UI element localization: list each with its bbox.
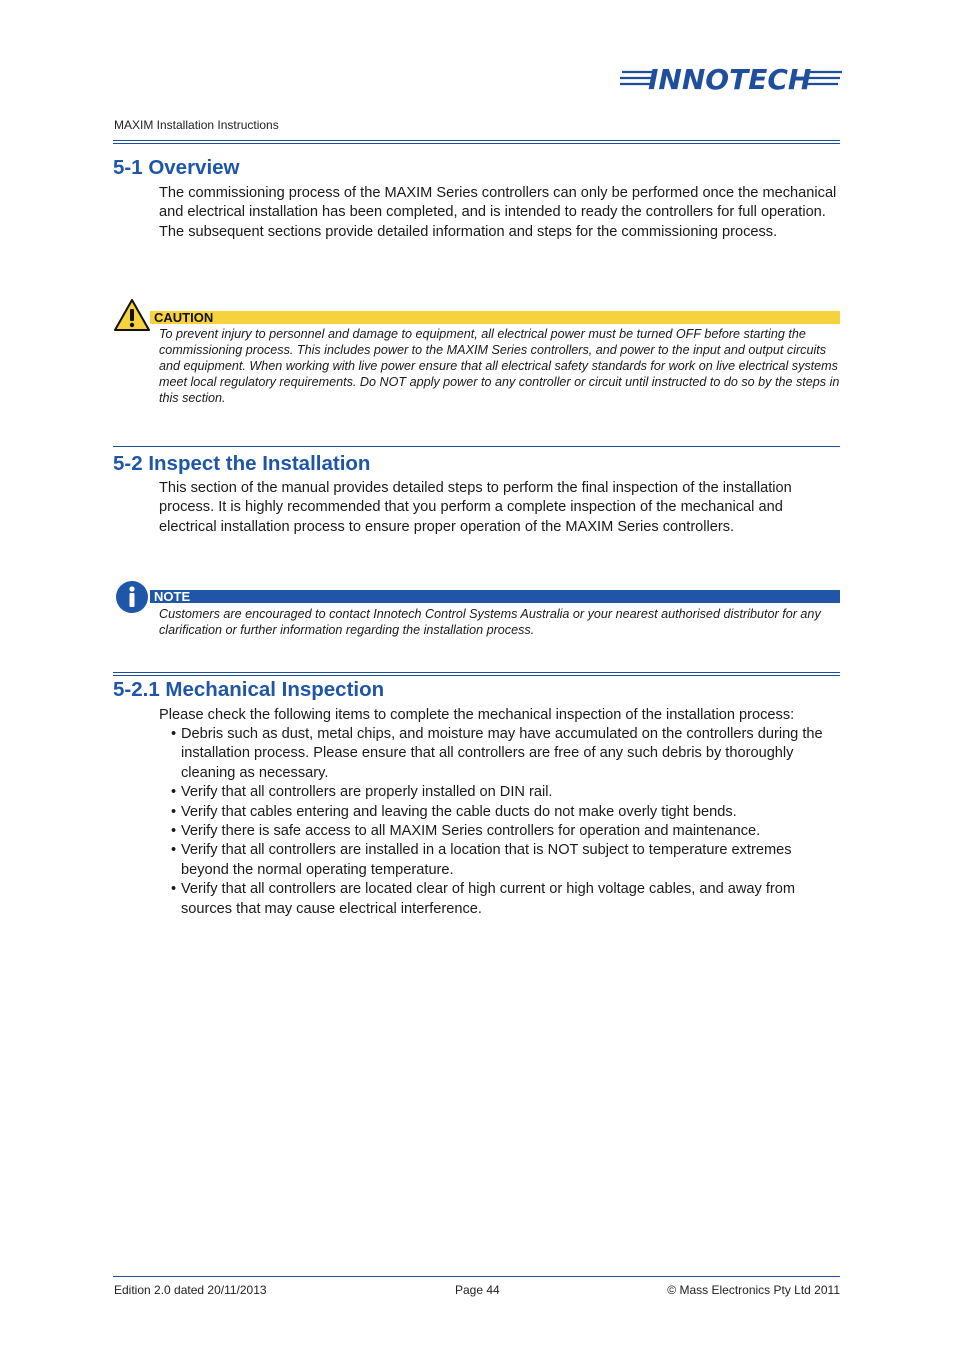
svg-text:INNOTECH: INNOTECH — [648, 63, 812, 96]
info-icon — [115, 580, 149, 614]
section-heading-overview: 5-1 Overview — [113, 156, 240, 179]
list-item: • Verify that all controllers are installed in a location that is NOT subject to temperature extremes beyond the normal operating temperature. — [159, 841, 839, 880]
footer-page-number: Page 44 — [455, 1283, 500, 1297]
warning-icon — [113, 298, 151, 332]
note-label: NOTE — [154, 589, 191, 604]
section-rule — [113, 446, 840, 447]
section-heading-inspect: 5-2 Inspect the Installation — [113, 452, 371, 475]
footer-edition: Edition 2.0 dated 20/11/2013 — [114, 1283, 267, 1297]
caution-text: To prevent injury to personnel and damage to equipment, all electrical power must be turned OFF before starting the commissioning process. This includes power to the MAXIM Series controllers, and power to the input and output circuits and equipment. When working with live power ensure that all electrical safety standards for work on live electrical systems meet local regulatory requirements. Do NOT apply power to any controller or circuit until instructed to do so by the steps in this section. — [159, 327, 840, 405]
list-item: • Verify that all controllers are located clear of high current or high voltage cables, and away from sources that may cause electrical interference. — [159, 880, 839, 919]
inspection-list — [159, 725, 839, 919]
overview-paragraph: The commissioning process of the MAXIM Series controllers can only be performed once the mechanical and electrical installation has been completed, and is intended to ready the controllers for full operation. The subsequent sections provide detailed information and steps for the commissioning process. — [159, 185, 837, 240]
caution-banner — [150, 311, 840, 324]
caution-label: CAUTION — [154, 310, 214, 325]
list-item: • Verify that cables entering and leaving the cable ducts do not make overly tight bends. — [159, 803, 839, 822]
note-text: Customers are encouraged to contact Innotech Control Systems Australia or your nearest authorised distributor for any clarification or further information regarding the installation process. — [159, 607, 821, 637]
list-item: • Verify that all controllers are properly installed on DIN rail. — [159, 783, 839, 802]
section-heading-mechanical: 5-2.1 Mechanical Inspection — [113, 678, 385, 701]
footer-copyright: © Mass Electronics Pty Ltd 2011 — [667, 1283, 840, 1297]
mechanical-intro: Please check the following items to complete the mechanical inspection of the installation process: — [159, 707, 795, 723]
subsection-rule — [113, 672, 840, 676]
list-item: • Verify there is safe access to all MAXIM Series controllers for operation and maintenance. — [159, 822, 839, 841]
document-title: MAXIM Installation Instructions — [114, 118, 279, 132]
note-banner — [150, 590, 840, 603]
header-rule — [113, 140, 840, 144]
inspect-paragraph: This section of the manual provides detailed steps to perform the final inspection of the installation process. It is highly recommended that you perform a complete inspection of the mechanical and electrical installation process to ensure proper operation of the MAXIM Series controllers. — [159, 480, 792, 535]
innotech-logo — [620, 62, 842, 96]
footer-rule — [113, 1276, 840, 1277]
list-item: • Debris such as dust, metal chips, and moisture may have accumulated on the controllers during the installation process. Please ensure that all controllers are free of any such debris by thoroughly cleaning as necessary. — [159, 725, 839, 783]
